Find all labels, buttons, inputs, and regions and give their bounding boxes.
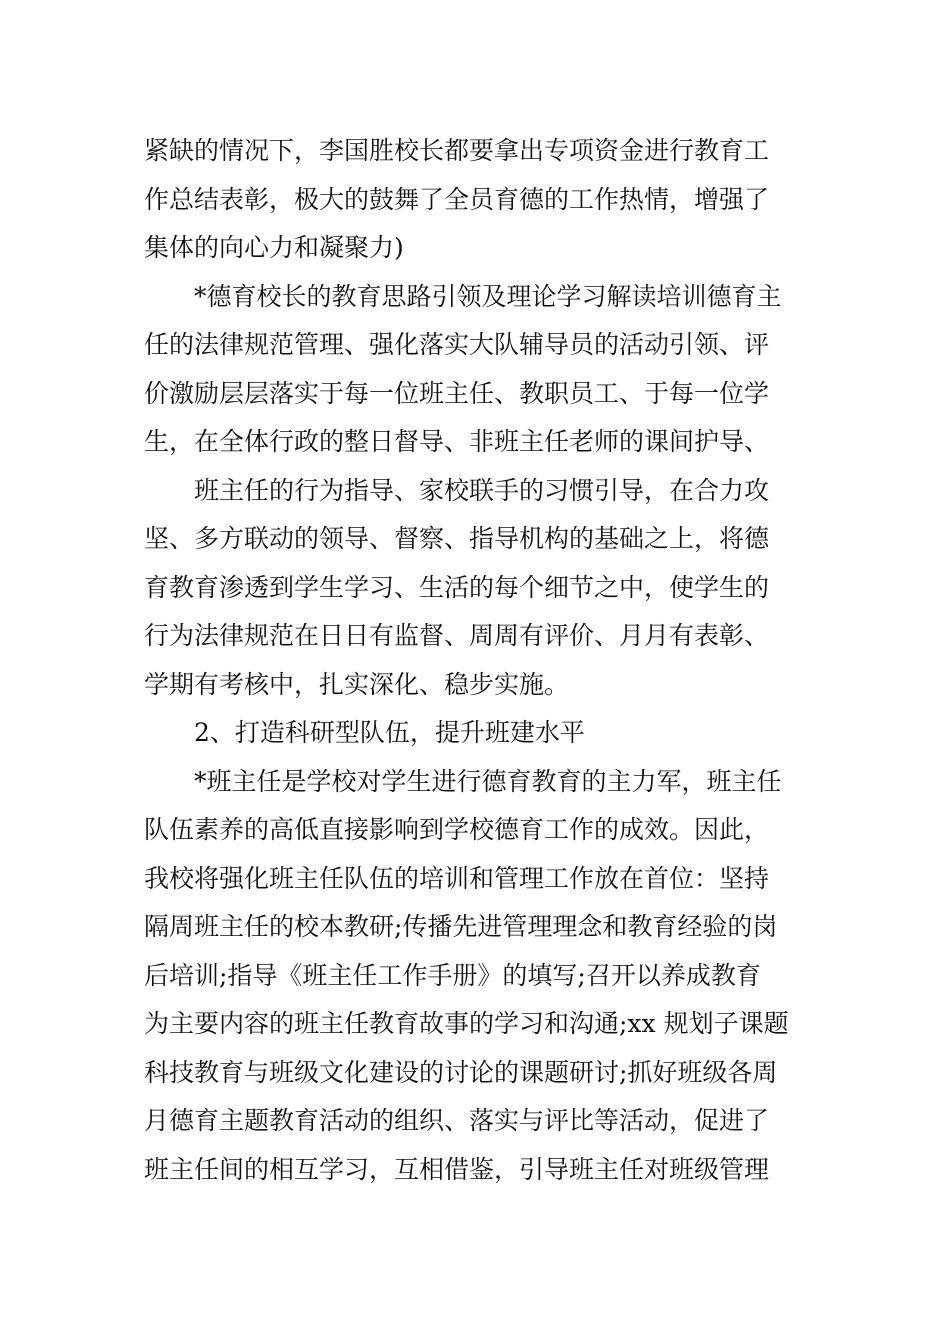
text-line: 坚、多方联动的领导、督察、指导机构的基础之上，将德 (144, 524, 770, 553)
text-line: *班主任是学校对学生进行德育教育的主力军，班主任 (194, 766, 782, 796)
text-line: 班主任的行为指导、家校联手的习惯引导，在合力攻 (194, 475, 770, 505)
text-line: 我校将强化班主任队伍的培训和管理工作放在首位：坚持 (144, 863, 770, 893)
text-line: 育教育渗透到学生学习、生活的每个细节之中，使学生的 (144, 572, 770, 602)
text-line: 价激励层层落实于每一位班主任、教职员工、于每一位学 (144, 378, 770, 408)
section-heading: 2、打造科研型队伍，提升班建水平 (194, 718, 585, 747)
text-line: 行为法律规范在日日有监督、周周有评价、月月有表彰、 (144, 621, 770, 650)
text-line: 为主要内容的班主任教育故事的学习和沟通;xx 规划子课题 (144, 1009, 789, 1038)
text-line: 月德育主题教育活动的组织、落实与评比等活动，促进了 (144, 1106, 770, 1135)
text-line: 生，在全体行政的整日督导、非班主任老师的课间护导、 (144, 427, 770, 456)
text-line: 集体的向心力和凝聚力) (144, 233, 404, 262)
text-line: 紧缺的情况下，李国胜校长都要拿出专项资金进行教育工 (144, 136, 770, 165)
text-line: 队伍素养的高低直接影响到学校德育工作的成效。因此， (144, 815, 770, 844)
text-line: 科技教育与班级文化建设的讨论的课题研讨;抓好班级各周 (144, 1057, 778, 1087)
text-line: 学期有考核中，扎实深化、稳步实施。 (144, 669, 570, 699)
body-text (144, 127, 808, 1194)
text-line: 任的法律规范管理、强化落实大队辅导员的活动引领、评 (144, 330, 770, 359)
text-line: 作总结表彰，极大的鼓舞了全员育德的工作热情，增强了 (144, 184, 770, 214)
text-line: 隔周班主任的校本教研;传播先进管理理念和教育经验的岗 (144, 912, 778, 941)
text-line: *德育校长的教育思路引领及理论学习解读培训德育主 (194, 281, 782, 311)
text-line: 班主任间的相互学习，互相借鉴，引导班主任对班级管理 (144, 1154, 770, 1184)
text-line: 后培训;指导《班主任工作手册》的填写;召开以养成教育 (144, 960, 761, 990)
